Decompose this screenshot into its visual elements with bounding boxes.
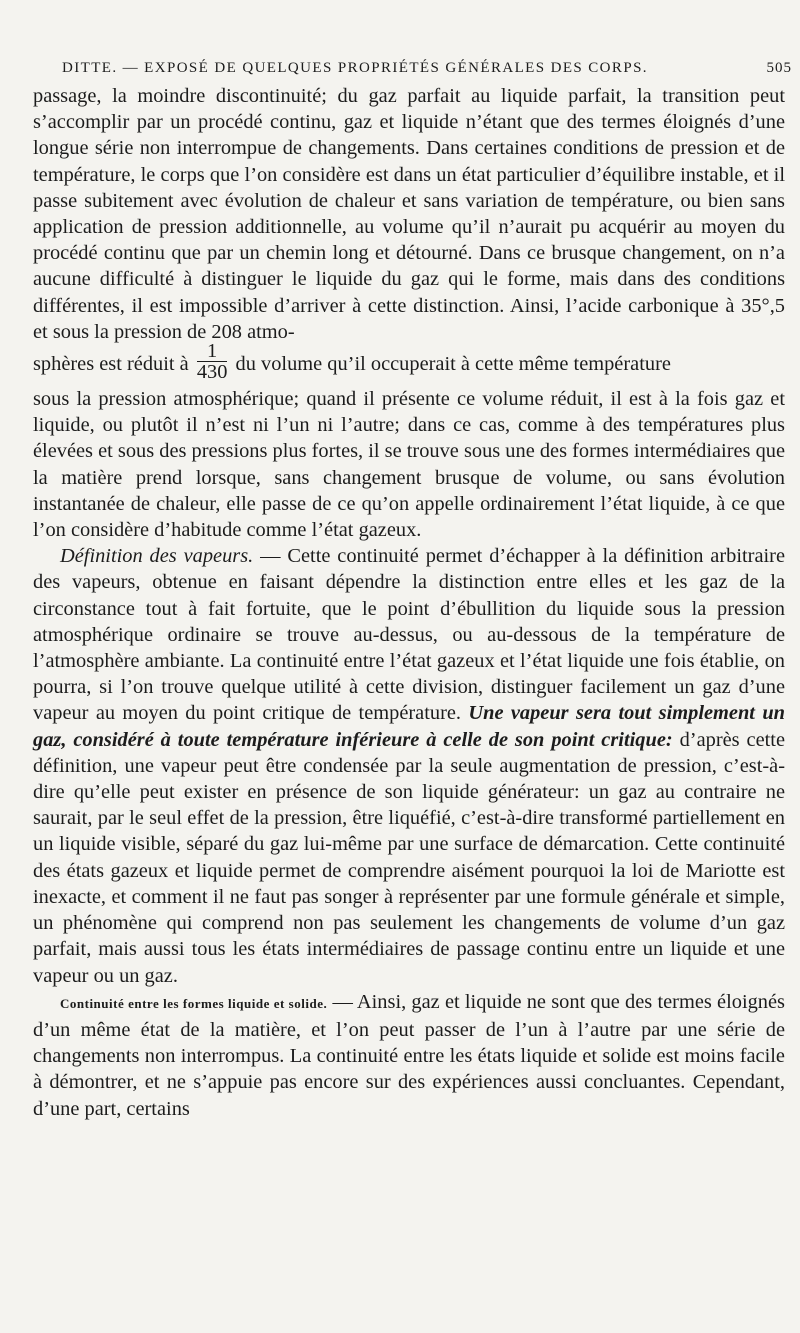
section-heading: Continuité entre les formes liquide et solide.: [60, 995, 328, 1011]
paragraph-continuation: [33, 83, 785, 345]
paragraph-continuite: [33, 989, 785, 1122]
running-header: [62, 60, 792, 77]
paragraph-text: passage, la moindre discontinuité; du gaz parfait au liquide parfait, la transition peut s’accomplir par un procédé continu, gaz et liquide n’étant que des termes éloignés d’une longue série non interrompue de changements. Dans certaines conditions de pression et de température, le corps que l’on considère est dans un état particulier d’équilibre instable, et il passe subitement avec évolution de chaleur et sans variation de température, ou bien sans application de pression additionnelle, au volume qu’il n’aurait pu acquérir au moyen du procédé continu que par un chemin long et détourné. Dans ce brusque changement, on n’a aucune difficulté à distinguer le liquide du gaz qui le forme, mais dans des conditions différentes, il est impossible d’arriver à cette distinction. Ainsi, l’acide carbonique à 35°,5 et sous la pression de 208 atmo-: [33, 85, 785, 343]
fraction-prefix: sphères est réduit à: [33, 353, 189, 376]
paragraph-text: — Ainsi, gaz et liquide ne sont que des termes éloignés d’un même état de la matière, et l’on peut passer de l’un à l’autre par une série de changements non interrompus. La continuité entre les états liquide et solide est moins facile à démontrer, et ne s’appuie pas encore sur des expériences aussi concluantes. Cependant, d’une part, certains: [33, 990, 785, 1120]
fraction-denominator: 430: [196, 361, 228, 384]
paragraph-text: — Cette continuité permet d’échapper à la définition arbitraire des vapeurs, obtenue en faisant dépendre la distinction entre elles et les gaz de la circonstance tout à fait fortuite, que le point d’ébullition du liquide sous la pression atmosphérique ordinaire se trouve au-dessus, ou au-dessous de la température de l’atmosphère ambiante. La continuité entre l’état gazeux et l’état liquide une fois établie, on pourra, si l’on trouve quelque utilité à cette division, distinguer facilement un gaz d’une vapeur au moyen du point critique de température.: [33, 545, 785, 725]
paragraph-definition-vapeurs: [33, 543, 785, 988]
paragraph-text: sous la pression atmosphérique; quand il présente ce volume réduit, il est à la fois gaz et liquide, ou plutôt il n’est ni l’un ni l’autre; dans ce cas, comme à des températures plus élevées et sous des pressions plus fortes, il se trouve sous une des formes intermédiaires que la matière prend lorsque, sans changement brusque de volume, ou sans évolution instantanée de chaleur, elle passe de ce qu’on appelle ordinairement l’état liquide, à ce que l’on considère d’habitude comme l’état gazeux.: [33, 388, 786, 542]
page-body: [33, 83, 785, 1122]
fraction-suffix: du volume qu’il occuperait à cette même température: [235, 353, 671, 376]
paragraph-text: d’après cette définition, une vapeur peut être condensée par la seule augmentation de pression, c’est-à-dire qu’elle peut exister en présence de son liquide générateur: un gaz au contraire ne saurait, par le seul effet de la pression, être liquéfié, c’est-à-dire transformé partiellement en un liquide visible, séparé du gaz lui-même par une surface de démarcation. Cette continuité des états gazeux et liquide permet de comprendre aisément pourquoi la loi de Mariotte est inexacte, et comment il ne faut pas songer à représenter par une formule générale et simple, un phénomène qui comprend non pas seulement les changements de volume d’un gaz parfait, mais aussi tous les états intermédiaires de passage continu entre un liquide et une vapeur ou un gaz.: [33, 728, 786, 987]
section-heading: Définition des vapeurs.: [60, 545, 254, 568]
fraction-line: [33, 340, 785, 386]
fraction-numerator: 1: [197, 341, 228, 362]
emphasized-definition: Une vapeur sera tout simplement un gaz, considéré à toute température inférieure à celle de son point critique:: [33, 702, 785, 751]
paragraph-continuation-2: [33, 386, 785, 543]
page-number: 505: [766, 60, 792, 76]
running-title: DITTE. — EXPOSÉ DE QUELQUES PROPRIÉTÉS GÉNÉRALES DES CORPS.: [62, 60, 648, 76]
fraction: [197, 341, 228, 382]
